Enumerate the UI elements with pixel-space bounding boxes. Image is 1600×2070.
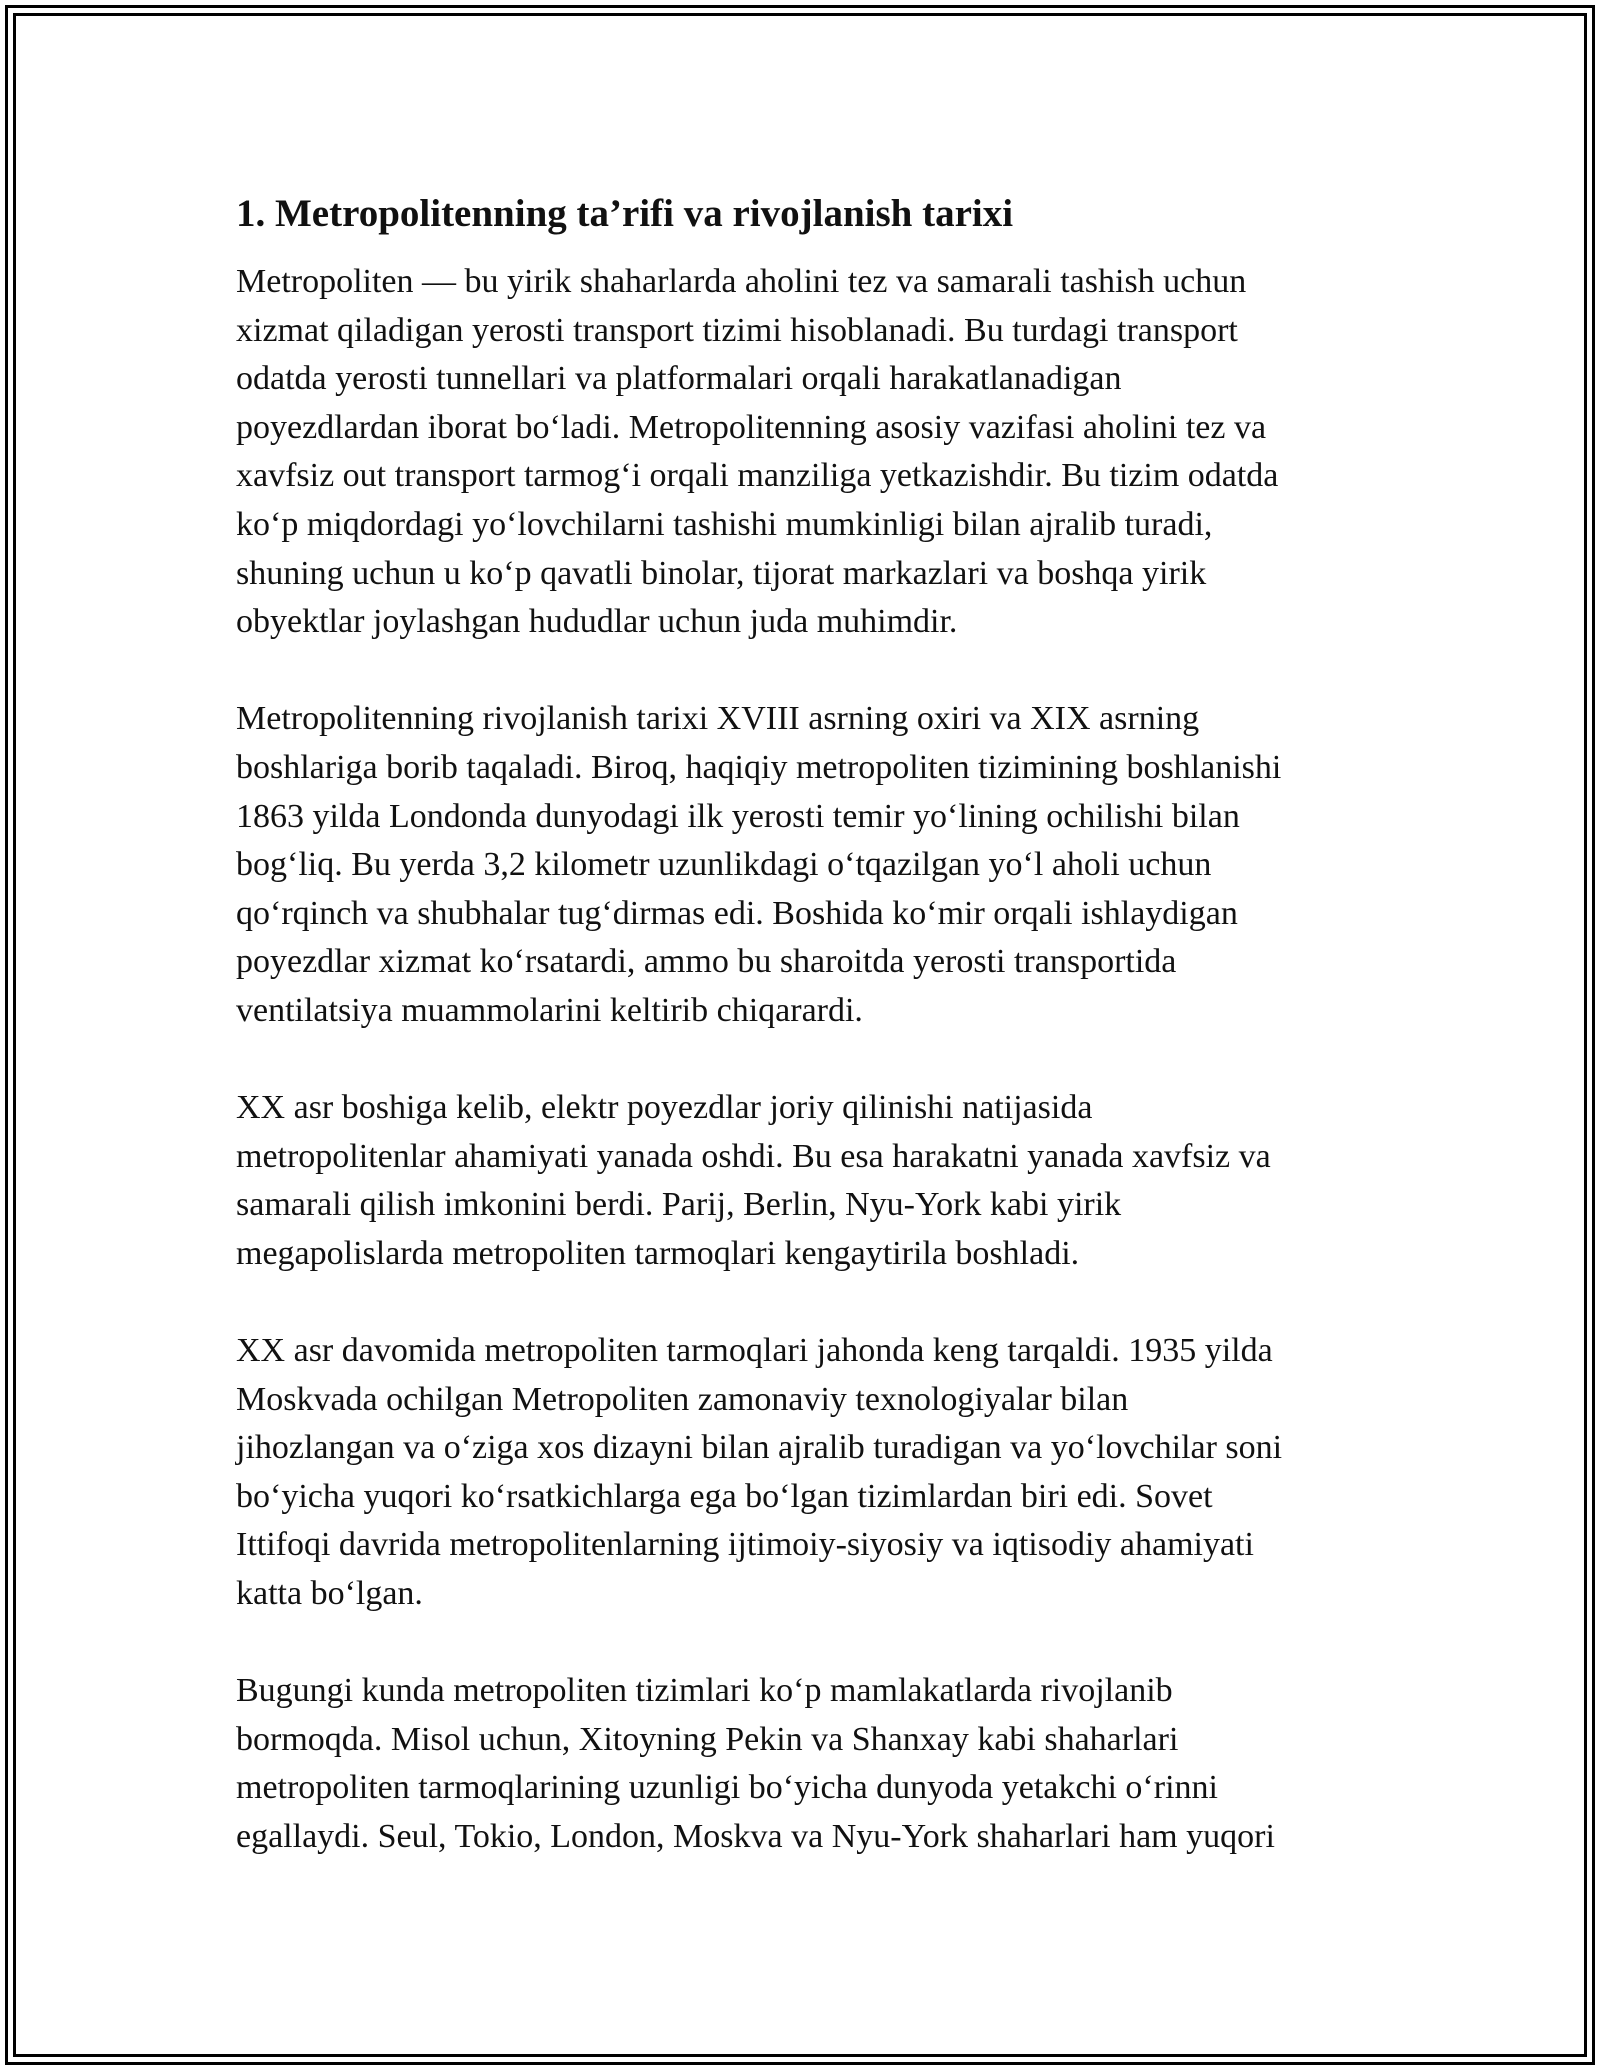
section-heading: 1. Metropolitenning ta’rifi va rivojlanish tarixi bbox=[236, 192, 1014, 235]
text-line: qoʻrqinch va shubhalar tugʻdirmas edi. Boshida koʻmir orqali ishlaydigan bbox=[236, 894, 1238, 932]
paragraph-list bbox=[236, 258, 1376, 1862]
text-line: boʻyicha yuqori koʻrsatkichlarga ega boʻlgan tizimlardan biri edi. Sovet bbox=[236, 1477, 1213, 1515]
text-line: XX asr boshiga kelib, elektr poyezdlar joriy qilinishi natijasida bbox=[236, 1089, 1093, 1127]
text-line: metropoliten tarmoqlarining uzunligi boʻyicha dunyoda yetakchi oʻrinni bbox=[236, 1769, 1218, 1807]
text-line: ventilatsiya muammolarini keltirib chiqarardi. bbox=[236, 991, 863, 1029]
text-line: shuning uchun u koʻp qavatli binolar, tijorat markazlari va boshqa yirik bbox=[236, 554, 1207, 592]
text-line: 1863 yilda Londonda dunyodagi ilk yerosti temir yoʻlining ochilishi bilan bbox=[236, 797, 1240, 835]
text-line: poyezdlardan iborat boʻladi. Metropolitenning asosiy vazifasi aholini tez va bbox=[236, 408, 1267, 446]
text-line: megapolislarda metropoliten tarmoqlari kengaytirila boshladi. bbox=[236, 1234, 1080, 1272]
text-line: Metropolitenning rivojlanish tarixi XVIII asrning oxiri va XIX asrning bbox=[236, 700, 1200, 738]
text-line: koʻp miqdordagi yoʻlovchilarni tashishi mumkinligi bilan ajralib turadi, bbox=[236, 505, 1213, 543]
text-line: XX asr davomida metropoliten tarmoqlari jahonda keng tarqaldi. 1935 yilda bbox=[236, 1332, 1273, 1370]
text-line: xizmat qiladigan yerosti transport tizimi hisoblanadi. Bu turdagi transport bbox=[236, 311, 1238, 349]
paragraph bbox=[236, 1084, 1376, 1278]
text-line: jihozlangan va oʻziga xos dizayni bilan ajralib turadigan va yoʻlovchilar soni bbox=[236, 1429, 1283, 1467]
text-line: katta boʻlgan. bbox=[236, 1575, 423, 1613]
text-line: Moskvada ochilgan Metropoliten zamonaviy texnologiyalar bilan bbox=[236, 1380, 1129, 1418]
text-line: Metropoliten — bu yirik shaharlarda aholini tez va samarali tashish uchun bbox=[236, 263, 1247, 300]
text-line: bormoqda. Misol uchun, Xitoyning Pekin va Shanxay kabi shaharlari bbox=[236, 1720, 1179, 1758]
text-line: egallaydi. Seul, Tokio, London, Moskva va Nyu-York shaharlari ham yuqori bbox=[236, 1818, 1275, 1855]
document-body bbox=[236, 188, 1376, 1910]
text-line: bogʻliq. Bu yerda 3,2 kilometr uzunlikdagi oʻtqazilgan yoʻl aholi uchun bbox=[236, 846, 1212, 884]
text-line: poyezdlar xizmat koʻrsatardi, ammo bu sharoitda yerosti transportida bbox=[236, 943, 1177, 981]
text-line: odatda yerosti tunnellari va platformalari orqali harakatlanadigan bbox=[236, 360, 1122, 398]
paragraph bbox=[236, 695, 1376, 1035]
text-line: boshlariga borib taqaladi. Biroq, haqiqiy metropoliten tizimining boshlanishi bbox=[236, 748, 1282, 786]
paragraph bbox=[236, 258, 1376, 647]
paragraph bbox=[236, 1327, 1376, 1619]
text-line: xavfsiz out transport tarmogʻi orqali manziliga yetkazishdir. Bu tizim odatda bbox=[236, 457, 1279, 495]
text-line: Bugungi kunda metropoliten tizimlari koʻp mamlakatlarda rivojlanib bbox=[236, 1672, 1173, 1710]
paragraph bbox=[236, 1667, 1376, 1861]
text-line: obyektlar joylashgan hududlar uchun juda muhimdir. bbox=[236, 603, 958, 641]
text-line: Ittifoqi davrida metropolitenlarning ijtimoiy-siyosiy va iqtisodiy ahamiyati bbox=[236, 1526, 1254, 1564]
text-line: samarali qilish imkonini berdi. Parij, Berlin, Nyu-York kabi yirik bbox=[236, 1186, 1122, 1224]
text-line: metropolitenlar ahamiyati yanada oshdi. Bu esa harakatni yanada xavfsiz va bbox=[236, 1137, 1271, 1175]
